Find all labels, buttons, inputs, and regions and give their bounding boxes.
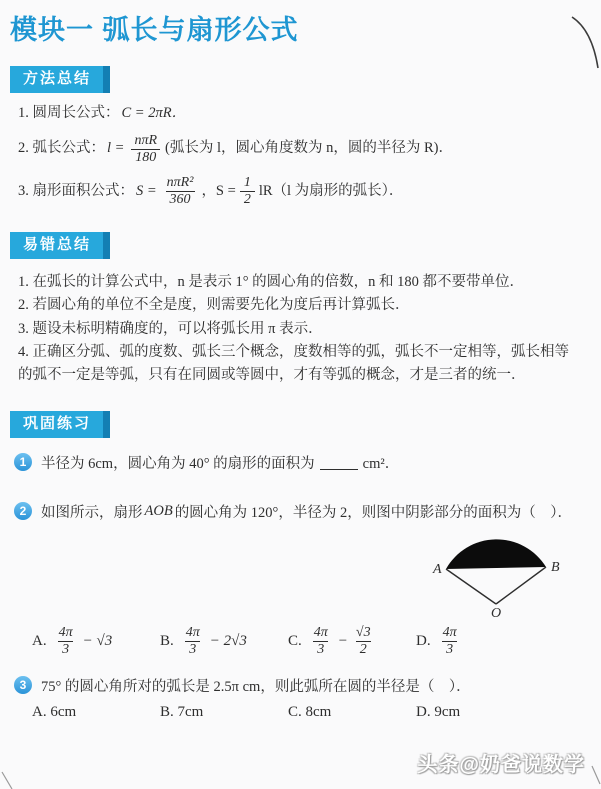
worksheet-page <box>0 14 601 789</box>
question-2-number-badge: 2 <box>14 502 32 520</box>
vertex-label-o: O <box>491 605 502 618</box>
radius-ob <box>496 567 546 604</box>
option-c: C. 8cm <box>288 703 332 720</box>
shaded-segment <box>446 539 546 569</box>
formula-3-mid: ，S = <box>201 182 236 199</box>
option-label: B. <box>160 632 174 649</box>
fraction-denominator: 2 <box>240 191 255 208</box>
question-2-text-pre: 如图所示，扇形 <box>41 504 143 521</box>
fraction-numerator: nπR² <box>166 174 194 190</box>
formula-arc-length <box>18 132 601 167</box>
formula-1-prefix: 1. 圆周长公式： <box>18 104 120 121</box>
question-2-figure-area <box>0 526 601 618</box>
option-c-fraction-1 <box>310 625 332 658</box>
option-c-minus: − <box>337 632 348 649</box>
option-b-tail: − 2√3 <box>209 632 247 649</box>
option-label: D. <box>416 632 431 649</box>
formula-circumference <box>18 103 601 125</box>
fraction-denominator: 3 <box>442 641 457 658</box>
question-2 <box>14 501 601 522</box>
fraction-denominator: 3 <box>185 641 200 658</box>
formula-2-lhs: l = <box>107 140 125 157</box>
question-3-text: 75° 的圆心角所对的弧长是 2.5π cm，则此弧所在圆的半径是（ ）． <box>41 678 471 695</box>
vertex-label-a: A <box>433 561 442 577</box>
formula-3-lhs: S = <box>136 182 157 199</box>
option-d: D. 9cm <box>416 703 461 720</box>
question-2-text-post: 的圆心角为 120°，半径为 2，则图中阴影部分的面积为（ ）． <box>174 504 572 521</box>
question-1-text: 半径为 6cm，圆心角为 40° 的扇形的面积为 <box>41 455 315 472</box>
methods-formula-list <box>18 103 601 209</box>
question-2-sector-name: AOB <box>144 502 173 519</box>
vertex-label-b: B <box>551 559 560 575</box>
fraction-numerator: 4π <box>442 624 457 640</box>
fraction-numerator: 4π <box>313 624 328 640</box>
question-2-options <box>32 624 601 659</box>
section-badge-practice: 巩固练习 <box>10 411 110 438</box>
option-b <box>160 624 288 659</box>
error-item-4: 4. 正确区分弧、弧的度数、弧长三个概念，度数相等的弧，弧长不一定相等，弧长相等的弧不一定是等弧，只有在同圆或等圆中，才有等弧的概念，才是三者的统一． <box>18 344 569 383</box>
error-item-3: 3. 题设未标明精确度的，可以将弧长用 π 表示． <box>18 320 323 337</box>
error-item-1: 1. 在弧长的计算公式中，n 是表示 1° 的圆心角的倍数，n 和 180 都不要带单位． <box>18 273 525 290</box>
fraction-numerator: nπR <box>134 132 158 148</box>
option-label: A. <box>32 632 47 649</box>
question-3-number-badge: 3 <box>14 676 32 694</box>
error-item-2: 2. 若圆心角的单位不全是度，则需要先化为度后再计算弧长． <box>18 297 410 314</box>
question-3-options <box>32 704 601 721</box>
option-d <box>416 624 545 659</box>
fraction-denominator: 3 <box>313 641 328 658</box>
option-b: B. 7cm <box>160 703 204 720</box>
fraction-denominator: 2 <box>356 641 371 658</box>
option-a: A. 6cm <box>32 703 77 720</box>
option-a <box>32 624 160 659</box>
option-a-fraction <box>55 625 77 658</box>
option-label: C. <box>288 632 302 649</box>
sector-aob-figure <box>419 526 579 618</box>
page-title: 模块一 弧长与扇形公式 <box>10 15 299 45</box>
formula-3-prefix: 3. 扇形面积公式： <box>18 182 134 199</box>
option-d-fraction <box>439 625 461 658</box>
fraction-numerator: 4π <box>58 624 73 640</box>
formula-sector-area <box>18 174 601 209</box>
formula-3-fraction-1 <box>163 175 198 208</box>
option-c <box>288 624 416 659</box>
fraction-numerator: 4π <box>185 624 200 640</box>
question-1 <box>14 452 601 473</box>
watermark: 头条@奶爸说数学 <box>417 754 585 776</box>
errors-list <box>18 271 583 387</box>
answer-blank <box>320 455 358 470</box>
question-1-unit: cm²． <box>362 455 400 472</box>
formula-3-fraction-2 <box>240 175 255 208</box>
formula-2-prefix: 2. 弧长公式： <box>18 140 105 157</box>
fraction-numerator: 1 <box>243 174 251 190</box>
formula-3-note: lR（l 为扇形的弧长）． <box>258 182 404 199</box>
fraction-numerator: √3 <box>355 624 371 640</box>
radius-oa <box>446 569 496 604</box>
formula-2-note: (弧长为 l，圆心角度数为 n，圆的半径为 R)． <box>165 140 454 157</box>
fraction-denominator: 3 <box>58 641 73 658</box>
question-3 <box>14 675 601 696</box>
option-c-fraction-2 <box>352 625 375 658</box>
formula-2-fraction <box>130 133 161 166</box>
formula-1-math: C = 2πR． <box>121 104 187 121</box>
option-a-tail: − √3 <box>82 632 113 649</box>
question-1-number-badge: 1 <box>14 453 32 471</box>
option-b-fraction <box>182 625 204 658</box>
fraction-denominator: 360 <box>166 191 195 208</box>
section-badge-methods: 方法总结 <box>10 66 110 93</box>
fraction-denominator: 180 <box>131 149 160 166</box>
section-badge-errors: 易错总结 <box>10 232 110 259</box>
